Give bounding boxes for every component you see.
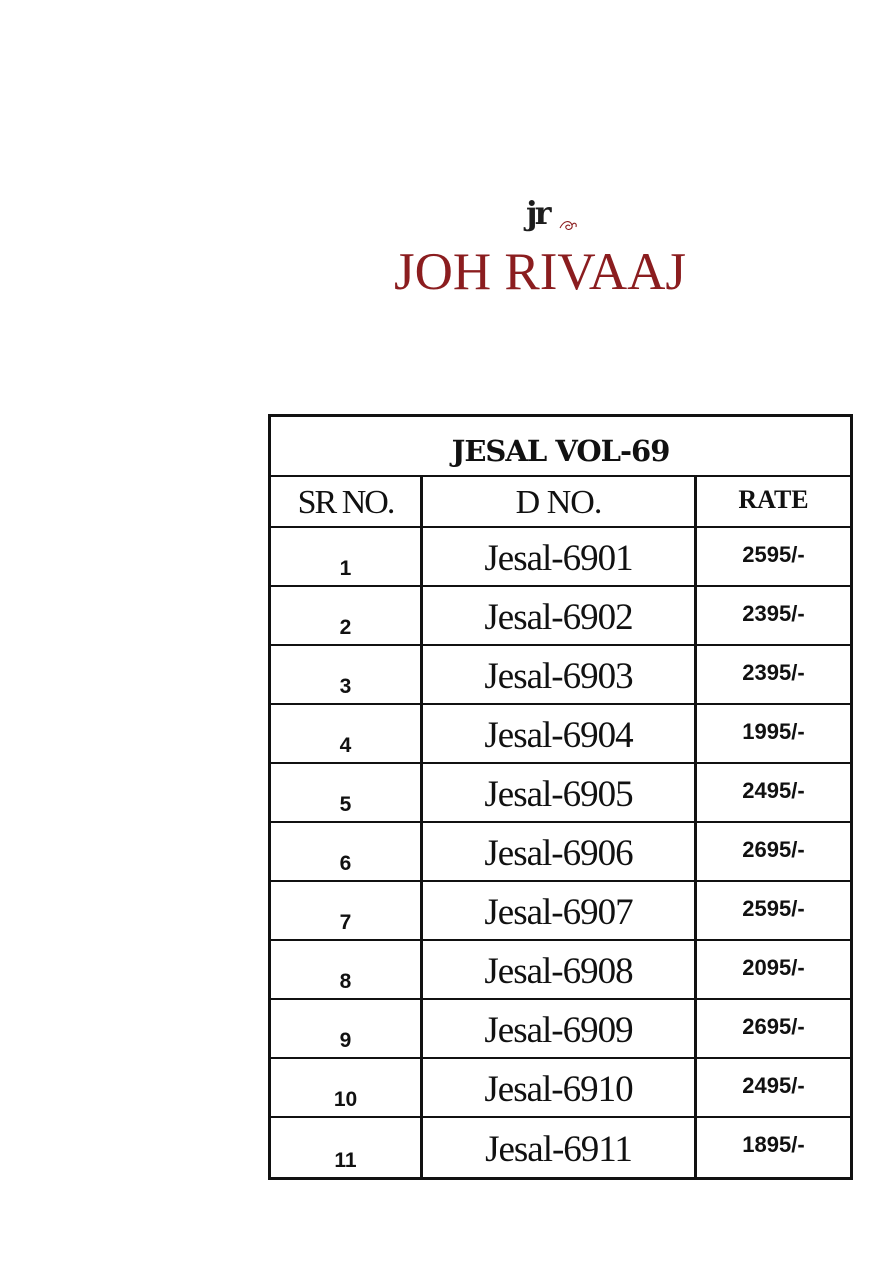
brand-monogram-text: jr	[526, 194, 549, 232]
brand-monogram	[520, 194, 580, 246]
table-header-row	[271, 477, 850, 528]
rate-cell: 2595/-	[742, 542, 805, 567]
rate-cell: 1895/-	[742, 1132, 805, 1157]
design-no-cell: Jesal-6909	[423, 1000, 697, 1057]
table-row	[271, 941, 850, 1000]
sr-no-cell: 1	[271, 528, 423, 585]
sr-no-cell: 7	[271, 882, 423, 939]
design-no-cell: Jesal-6908	[423, 941, 697, 998]
table-row	[271, 1118, 850, 1177]
design-no-cell: Jesal-6904	[423, 705, 697, 762]
design-no-cell: Jesal-6903	[423, 646, 697, 703]
rate-cell: 2395/-	[742, 660, 805, 685]
table-row	[271, 528, 850, 587]
sr-no-cell: 4	[271, 705, 423, 762]
sr-no-cell: 3	[271, 646, 423, 703]
design-no-cell: Jesal-6905	[423, 764, 697, 821]
table-row	[271, 882, 850, 941]
table-row	[271, 1000, 850, 1059]
price-table	[268, 414, 853, 1180]
table-row	[271, 764, 850, 823]
design-no-cell: Jesal-6911	[423, 1118, 697, 1177]
sr-no-cell: 9	[271, 1000, 423, 1057]
rate-cell: 2695/-	[742, 1014, 805, 1039]
rate-cell: 2495/-	[742, 778, 805, 803]
header-rate: RATE	[738, 484, 809, 514]
rate-cell: 2395/-	[742, 601, 805, 626]
header-sr-no: SR NO.	[271, 477, 423, 526]
table-row	[271, 587, 850, 646]
rate-cell: 2495/-	[742, 1073, 805, 1098]
sr-no-cell: 6	[271, 823, 423, 880]
table-row	[271, 823, 850, 882]
design-no-cell: Jesal-6902	[423, 587, 697, 644]
sr-no-cell: 11	[271, 1118, 423, 1177]
table-row	[271, 705, 850, 764]
design-no-cell: Jesal-6907	[423, 882, 697, 939]
sr-no-cell: 10	[271, 1059, 423, 1116]
rate-cell: 2595/-	[742, 896, 805, 921]
design-no-cell: Jesal-6910	[423, 1059, 697, 1116]
header-d-no: D NO.	[423, 477, 697, 526]
design-no-cell: Jesal-6901	[423, 528, 697, 585]
sr-no-cell: 2	[271, 587, 423, 644]
rate-cell: 1995/-	[742, 719, 805, 744]
table-row	[271, 1059, 850, 1118]
swirl-ornament-icon	[558, 216, 578, 234]
rate-cell: 2095/-	[742, 955, 805, 980]
sr-no-cell: 8	[271, 941, 423, 998]
table-row	[271, 646, 850, 705]
design-no-cell: Jesal-6906	[423, 823, 697, 880]
brand-logo	[372, 194, 708, 304]
table-title: JESAL VOL-69	[451, 434, 670, 468]
sr-no-cell: 5	[271, 764, 423, 821]
brand-name: JOH RIVAAJ	[393, 243, 687, 301]
rate-cell: 2695/-	[742, 837, 805, 862]
table-title-row	[271, 417, 850, 477]
